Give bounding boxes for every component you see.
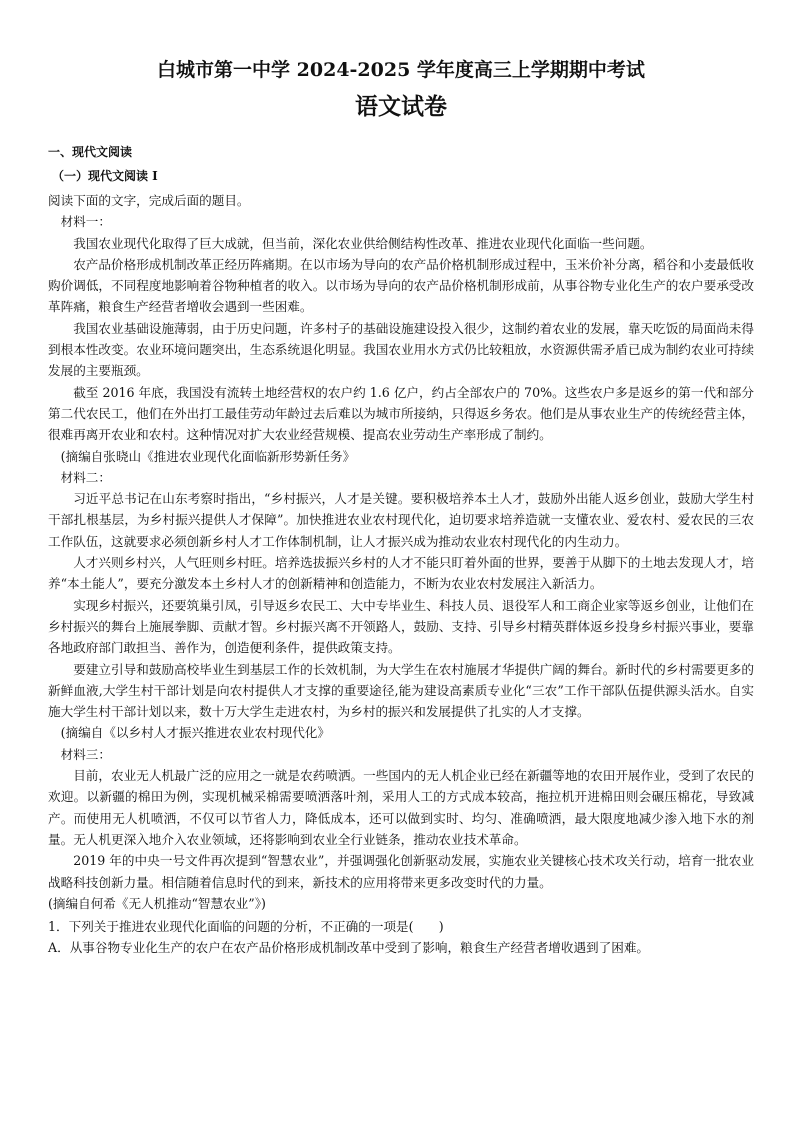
question-option-a: A．从事谷物专业化生产的农户在农产品价格形成机制改革中受到了影响，粮食生产经营者增收遇到了困难。 bbox=[48, 940, 650, 956]
material3-paragraph: 目前，农业无人机最广泛的应用之一就是农药喷洒。一些国内的无人机企业已经在新疆等地的农田开展作业，受到了农民的欢迎。以新疆的棉田为例，实现机械采棉需要喷洒落叶剂，采用人工的方式成本较高，拖拉机开进棉田则会碾压棉花，导致减产。而使用无人机喷洒，不仅可以节省人力，降低成本，还可以做到实时、均匀、准确喷洒，最大限度地减少渗入地下水的剂量。无人机更深入地介入农业领域，还将影响到农业全行业链条，推动农业技术革命。 bbox=[48, 768, 754, 847]
exam-title: 白城市第一中学 2024-2025 学年度高三上学期期中考试 bbox=[157, 59, 645, 81]
material1-paragraph: 截至 2016 年底，我国没有流转土地经营权的农户约 1.6 亿户，约占全部农户的 70%。这些农户多是返乡的第一代和部分第二代农民工，他们在外出打工最佳劳动年龄过去后难以为城市所接纳，只得返乡务农。他们是从事农业生产的传统经营主体，很难再离开农业和农村。这种情况对扩大农业经营规模、提高农业劳动生产率形成了制约。 bbox=[48, 384, 754, 443]
material2-paragraph: 实现乡村振兴，还要筑巢引凤，引导返乡农民工、大中专毕业生、科技人员、退役军人和工商企业家等返乡创业，让他们在乡村振兴的舞台上施展拳脚、贡献才智。乡村振兴离不开领路人，鼓励、支持、引导乡村精英群体返乡投身乡村振兴事业，要靠各地政府部门敢担当、善作为，创造便利条件，提供政策支持。 bbox=[48, 597, 754, 656]
material1-paragraph: 我国农业基础设施薄弱，由于历史问题，许多村子的基础设施建设投入很少，这制约着农业的发展，靠天吃饭的局面尚未得到根本性改变。农业环境问题突出，生态系统退化明显。我国农业用水方式仍比较粗放，水资源供需矛盾已成为制约农业可持续发展的主要瓶颈。 bbox=[48, 320, 754, 379]
exam-page bbox=[48, 56, 754, 959]
material2-paragraph: 人才兴则乡村兴，人气旺则乡村旺。培养选拔振兴乡村的人才不能只盯着外面的世界，要善于从脚下的土地去发现人才，培养“本土能人”，要充分激发本土乡村人才的创新精神和创造能力，不断为农业农村发展注入新活力。 bbox=[48, 555, 754, 592]
material2-source: (摘编自《以乡村人才振兴推进农业农村现代化》 bbox=[60, 725, 330, 741]
material2-paragraph: 习近平总书记在山东考察时指出，“乡村振兴，人才是关键。要积极培养本土人才，鼓励外出能人返乡创业，鼓励大学生村干部扎根基层，为乡村振兴提供人才保障”。加快推进农业农村现代化，迫切要求培养造就一支懂农业、爱农村、爱农民的三农工作队伍，这就要求必须创新乡村人才工作体制机制，让人才振兴成为推动农业农村现代化的内生动力。 bbox=[48, 491, 754, 549]
section-subheading: （一）现代文阅读 I bbox=[52, 169, 158, 183]
material1-source: (摘编自张晓山《推进农业现代化面临新形势新任务》 bbox=[60, 448, 356, 464]
material2-paragraph: 要建立引导和鼓励高校毕业生到基层工作的长效机制，为大学生在农村施展才华提供广阔的舞台。新时代的乡村需要更多的新鲜血液,大学生村干部计划是向农村提供人才支撑的重要途径,能为建设高素质专业化“三农”工作干部队伍提供源头活水。自实施大学生村干部计划以来，数十万大学生走进农村，为乡村的振兴和发展提供了扎实的人才支撑。 bbox=[48, 661, 754, 720]
material2-label: 材料二： bbox=[60, 469, 111, 485]
material1-label: 材料一： bbox=[60, 214, 111, 230]
material1-paragraph: 农产品价格形成机制改革正经历阵痛期。在以市场为导向的农产品价格机制形成过程中，玉米价补分离，稻谷和小麦最低收购价调低，不同程度地影响着谷物种植者的收入。以市场为导向的农产品价格机制形成前，从事谷物专业化生产的农户要承受改革阵痛，粮食生产经营者增收会遇到一些困难。 bbox=[48, 256, 754, 315]
section-heading: 一、现代文阅读 bbox=[48, 145, 133, 159]
question-stem: 1．下列关于推进农业现代化面临的问题的分析，不正确的一项是( ) bbox=[48, 919, 444, 935]
material1-paragraph: 我国农业现代化取得了巨大成就，但当前，深化农业供给侧结构性改革、推进农业现代化面临一些问题。 bbox=[73, 235, 653, 251]
material3-paragraph: 2019 年的中央一号文件再次提到“智慧农业”，并强调强化创新驱动发展，实施农业关键核心技术攻关行动，培育一批农业战略科技创新力量。相信随着信息时代的到来，新技术的应用将带来更多改变时代的力量。 bbox=[48, 853, 754, 890]
material3-label: 材料三： bbox=[60, 746, 111, 762]
reading-instruction: 阅读下面的文字，完成后面的题目。 bbox=[48, 193, 250, 208]
exam-subject: 语文试卷 bbox=[355, 93, 447, 120]
material3-source: (摘编自何希《无人机推动“智慧农业”》) bbox=[48, 895, 266, 911]
